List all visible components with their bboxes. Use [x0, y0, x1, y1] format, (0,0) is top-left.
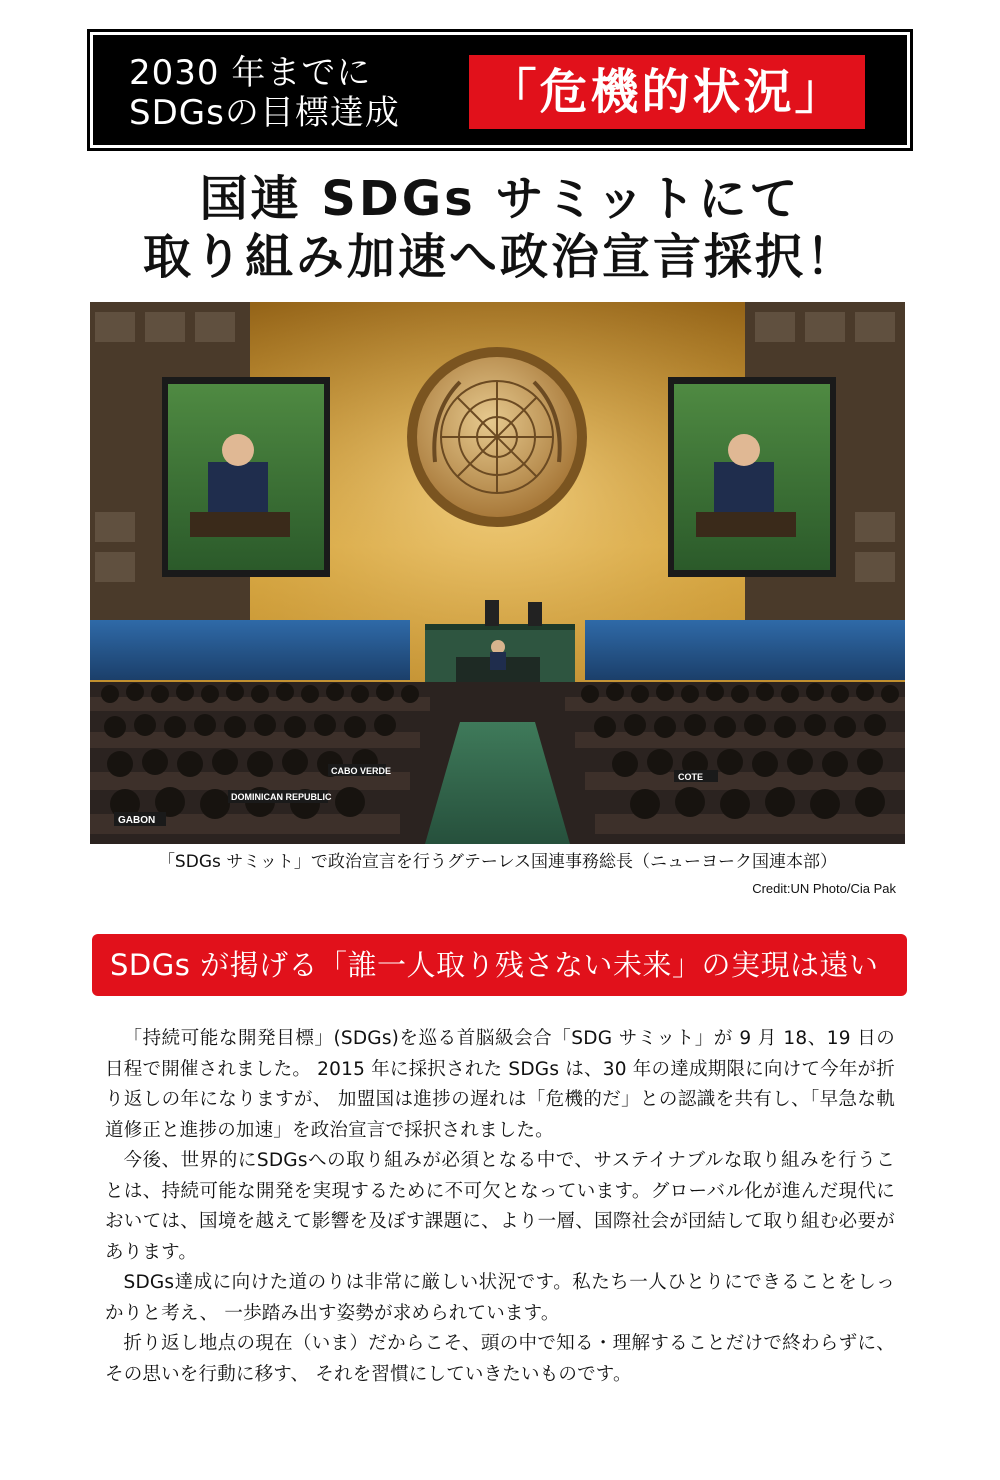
sign-gabon: GABON: [118, 815, 156, 826]
general-assembly-photo: [90, 302, 905, 844]
photo-credit: Credit:UN Photo/Cia Pak: [752, 881, 896, 896]
body-paragraph-3: SDGs達成に向けた道のりは非常に厳しい状況です。私たち一人ひとりにできることをしっかりと考え、 一歩踏み出す姿勢が求められています。: [105, 1272, 895, 1324]
headline-line-2: 取り組み加速へ政治宣言採択！: [142, 229, 857, 285]
section-heading: SDGs が掲げる「誰一人取り残さない未来」の実現は遠い: [92, 934, 907, 996]
headline: [0, 170, 1000, 286]
sign-cote: COTE: [678, 772, 704, 782]
sign-cabo-verde: CABO VERDE: [331, 766, 392, 776]
body-paragraph-2: 今後、世界的にSDGsへの取り組みが必須となる中で、サステイナブルな取り組みを行うことは、持続可能な開発を実現するために不可欠となっています。グローバル化が進んだ現代においては、国境を越えて影響を及ぼす課題に、より一層、国際社会が団結して取り組む必要があります。: [105, 1150, 895, 1263]
banner-text: [129, 53, 459, 133]
body-paragraph-1: 「持続可能な開発目標」(SDGs)を巡る首脳級会合「SDG サミット」が 9 月 18、19 日の日程で開催されました。 2015 年に採択された SDGs は、30 年の達成期限に向けて今年が折り返しの年になりますが、 加盟国は進捗の遅れは「危機的だ」との認識を共有し、「早急な軌道修正と進捗の加速」を政治宣言で採択されました。: [105, 1028, 895, 1141]
article-body: [105, 1024, 895, 1390]
banner-line-1: 2030 年までに: [129, 53, 372, 93]
assembly-hall-illustration: [90, 302, 905, 844]
headline-line-1: 国連 SDGs サミットにて: [199, 171, 801, 227]
banner-line-2: SDGsの目標達成: [129, 93, 400, 133]
sign-dominican-republic: DOMINICAN REPUBLIC: [231, 792, 332, 802]
photo-caption: 「SDGs サミット」で政治宣言を行うグテーレス国連事務総長（ニューヨーク国連本部）: [157, 852, 838, 872]
header-banner: [90, 32, 910, 148]
body-paragraph-4: 折り返し地点の現在（いま）だからこそ、頭の中で知る・理解することだけで終わらずに、 その思いを行動に移す、 それを習慣にしていきたいものです。: [105, 1333, 895, 1385]
banner-highlight: 「危機的状況」: [469, 55, 865, 129]
